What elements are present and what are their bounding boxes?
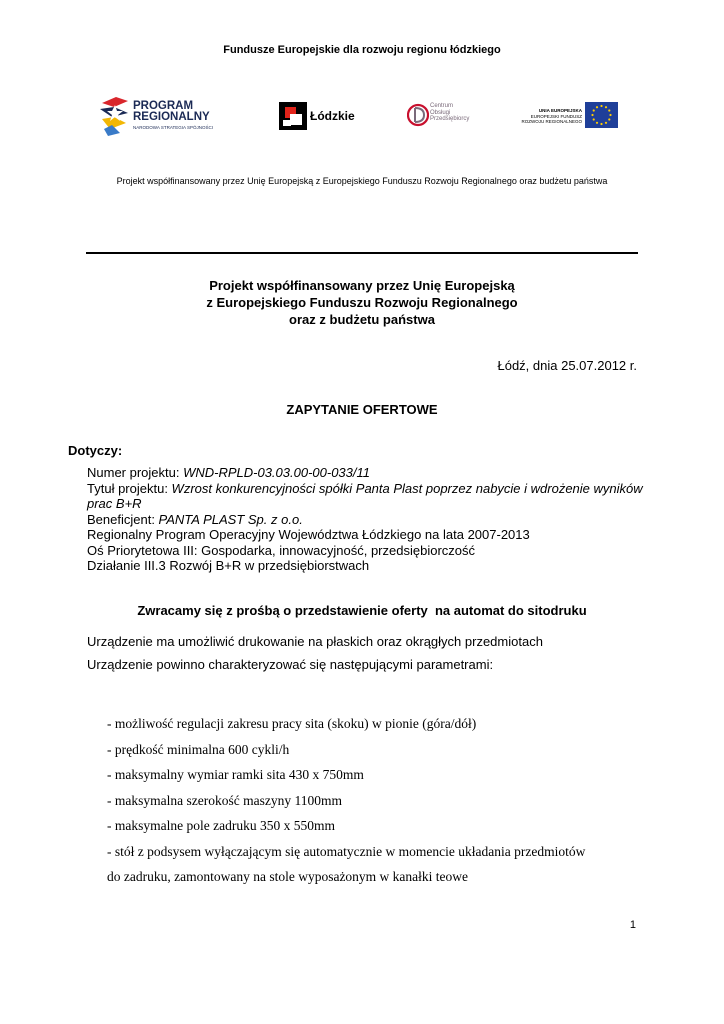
device-parameters-intro: Urządzenie powinno charakteryzować się następującymi parametrami: (87, 657, 494, 672)
lodzkie-emblem-icon (279, 102, 307, 130)
unia-europejska-logo (514, 102, 618, 131)
program-regionalny-wordmark: PROGRAM REGIONALNY (133, 100, 210, 123)
project-number-line: Numer projektu: WND-RPLD-03.03.00-00-033/11 (87, 465, 370, 480)
page-header-title: Fundusze Europejskie dla rozwoju regionu łódzkiego (223, 44, 501, 56)
offer-request-heading: Zwracamy się z prośbą o przedstawienie oferty na automat do sitodruku (137, 603, 587, 618)
parameters-list (107, 711, 667, 890)
program-regionalny-logo (98, 95, 233, 137)
measure-line: Działanie III.3 Rozwój B+R w przedsiębiorstwach (87, 558, 370, 573)
eu-flag-icon (585, 102, 618, 128)
project-info (87, 465, 647, 574)
centrum-obslugi-emblem-icon (407, 100, 429, 130)
beneficiary-line: Beneficjent: PANTA PLAST Sp. z o.o. (87, 511, 303, 527)
unia-europejska-caption: UNIA EUROPEJSKA EUROPEJSKI FUNDUSZ ROZWOJU REGIONALNEGO (521, 108, 582, 124)
program-regionalny-subtitle: NARODOWA STRATEGIA SPÓJNOŚCI (133, 125, 214, 130)
project-heading: Projekt współfinansowany przez Unię Europejską z Europejskiego Funduszu Rozwoju Regionalnego oraz z budżetu państwa (206, 278, 518, 327)
list-item: - możliwość regulacji zakresu pracy sita (skoku) w pionie (góra/dół) (107, 716, 477, 731)
list-item: - maksymalne pole zadruku 350 x 550mm (107, 818, 335, 833)
program-regionalny-emblem-icon (98, 95, 132, 137)
list-item: - stół z podsysem wyłączającym się automatycznie w momencie układania przedmiotów (107, 843, 586, 859)
page-number: 1 (629, 919, 636, 931)
centrum-obslugi-logo (407, 100, 502, 134)
centrum-obslugi-wordmark: Centrum Obsługi Przedsiębiorcy (430, 103, 470, 122)
header-divider (86, 252, 638, 254)
dotyczy-label: Dotyczy: (68, 443, 123, 458)
list-item: - maksymalna szerokość maszyny 1100mm (107, 792, 342, 808)
cofunding-note: Projekt współfinansowany przez Unię Europejską z Europejskiego Funduszu Rozwoju Regionalnego oraz budżetu państwa (116, 176, 608, 186)
lodzkie-wordmark: Łódzkie (310, 109, 355, 123)
project-title-line: Tytuł projektu: Wzrost konkurencyjności spółki Panta Plast poprzez nabycie i wdrożenie wyników prac B+R (87, 480, 643, 511)
list-item: - prędkość minimalna 600 cykli/h (107, 741, 290, 757)
program-line: Regionalny Program Operacyjny Województwa Łódzkiego na lata 2007-2013 (87, 527, 530, 542)
priority-axis-line: Oś Priorytetowa III: Gospodarka, innowacyjność, przedsiębiorczość (87, 542, 476, 558)
device-purpose-paragraph: Urządzenie ma umożliwić drukowanie na płaskich oraz okrągłych przedmiotach (87, 634, 543, 649)
document-title: ZAPYTANIE OFERTOWE (286, 402, 438, 417)
lodzkie-logo (279, 102, 359, 132)
list-item: do zadruku, zamontowany na stole wyposażonym w kanałki teowe (107, 869, 469, 884)
document-date: Łódź, dnia 25.07.2012 r. (497, 358, 637, 373)
list-item: - maksymalny wymiar ramki sita 430 x 750mm (107, 767, 364, 782)
